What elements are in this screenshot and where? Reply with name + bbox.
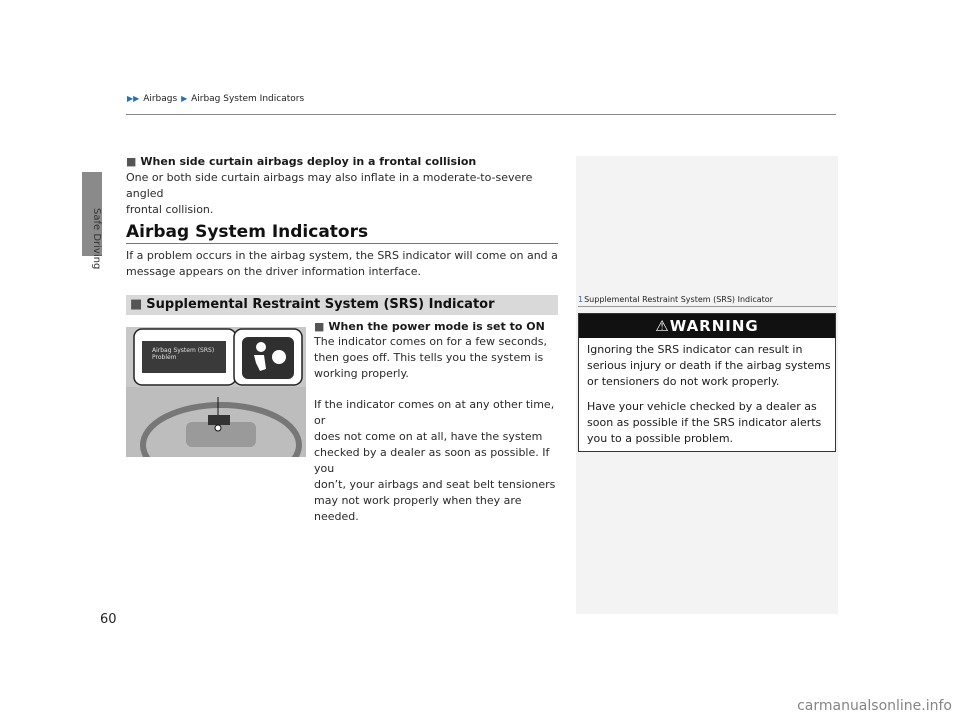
note-marker-icon: 1 xyxy=(578,295,584,304)
srs-indicator-lamp xyxy=(242,337,294,379)
chapter-tab-label: Safe Driving xyxy=(91,208,102,270)
note-title: 1Supplemental Restraint System (SRS) Indicator xyxy=(578,295,773,304)
srs-para1: The indicator comes on for a few seconds, then goes off. This tells you the system is working properly. xyxy=(314,335,548,380)
square-bullet-icon: ■ xyxy=(126,155,137,168)
warning-triangle-icon: ⚠ xyxy=(655,317,670,335)
breadcrumb-level2[interactable]: Airbag System Indicators xyxy=(191,94,305,104)
section-title: ■ Supplemental Restraint System (SRS) Indicator xyxy=(130,297,495,312)
main-paragraph: If a problem occurs in the airbag system, the SRS indicator will come on and a message appears on the driver information interface. xyxy=(126,249,558,278)
intro-subheading: ■ When side curtain airbags deploy in a frontal collision xyxy=(126,155,477,168)
warning-header: ⚠WARNING xyxy=(579,314,835,338)
dashboard-illustration xyxy=(126,327,306,457)
note-divider xyxy=(578,306,836,307)
square-bullet-icon: ■ xyxy=(314,320,325,333)
intro-text: One or both side curtain airbags may also inflate in a moderate-to-severe angled frontal collision. xyxy=(126,171,533,216)
dash-display xyxy=(208,415,230,425)
warning-box xyxy=(578,313,836,452)
srs-para2: If the indicator comes on at any other time, or does not come on at all, have the system checked by a dealer as soon as possible. If you don’t, your airbags and seat belt tensioners may not work properly when they are needed. xyxy=(314,398,556,523)
watermark: carmanualsonline.info xyxy=(797,698,952,714)
breadcrumb xyxy=(126,94,304,104)
warning-para1: Ignoring the SRS indicator can result in serious injury or death if the airbag systems or tensioners do not work properly. xyxy=(587,343,831,388)
header-divider xyxy=(126,114,836,115)
warning-para2: Have your vehicle checked by a dealer as soon as possible if the SRS indicator alerts you to a possible problem. xyxy=(587,400,822,445)
breadcrumb-arrow-icon: ▶▶ xyxy=(127,94,140,103)
square-bullet-icon: ■ xyxy=(130,297,143,312)
page-title: Airbag System Indicators xyxy=(126,222,369,242)
breadcrumb-arrow-icon: ▶ xyxy=(181,94,188,103)
title-divider xyxy=(126,243,558,244)
srs-subheading: ■ When the power mode is set to ON xyxy=(314,320,545,333)
page-number: 60 xyxy=(100,612,117,627)
breadcrumb-level1[interactable]: Airbags xyxy=(143,94,178,104)
screen-message: Airbag System (SRS) Problem xyxy=(152,347,215,361)
